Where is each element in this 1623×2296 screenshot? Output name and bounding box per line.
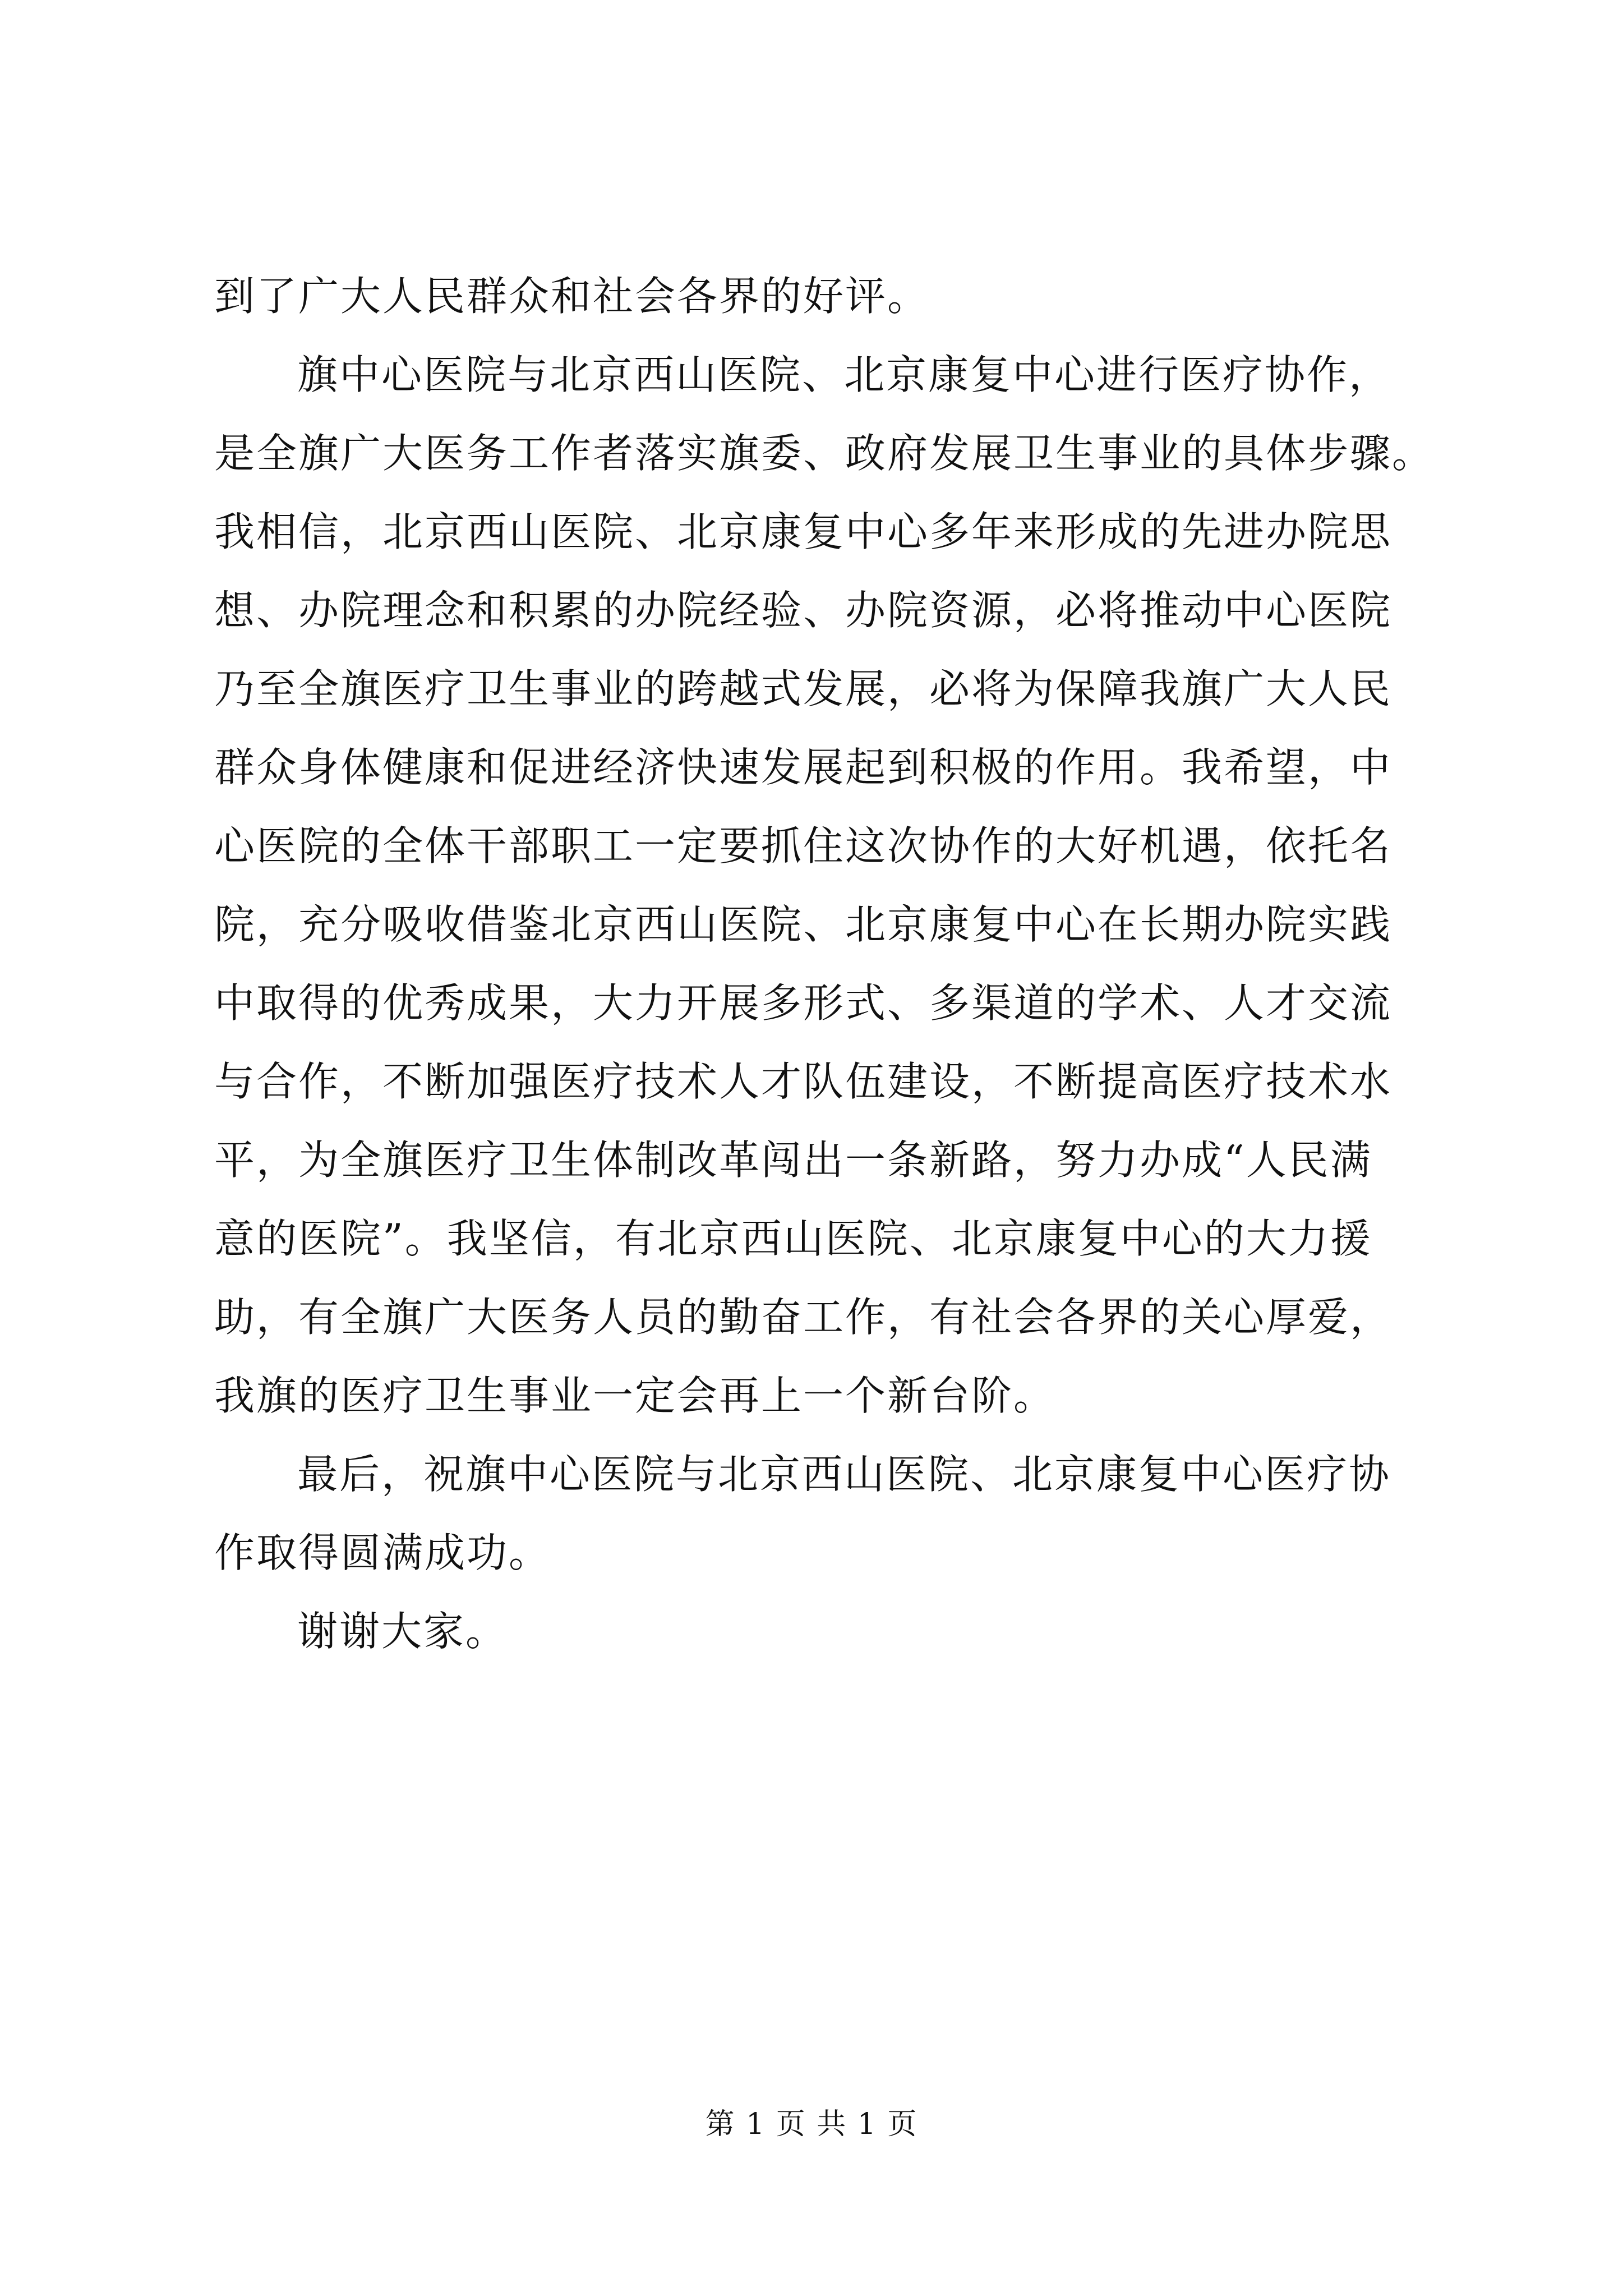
paragraph-line: 谢谢大家。 [297, 1608, 508, 1655]
paragraph-line: 我旗的医疗卫生事业一定会再上一个新台阶。 [214, 1372, 1056, 1419]
paragraph-line: 与合作，不断加强医疗技术人才队伍建设，不断提高医疗技术水 [214, 1058, 1393, 1105]
paragraph-line: 最后，祝旗中心医院与北京西山医院、北京康复中心医疗协 [297, 1451, 1391, 1498]
paragraph-line: 作取得圆满成功。 [214, 1529, 551, 1576]
paragraph-line: 心医院的全体干部职工一定要抓住这次协作的大好机遇，依托名 [214, 822, 1393, 869]
paragraph-line: 意的医院”。我坚信，有北京西山医院、北京康复中心的大力援 [214, 1215, 1372, 1262]
paragraph-line: 助，有全旗广大医务人员的勤奋工作，有社会各界的关心厚爱， [214, 1294, 1393, 1341]
paragraph-line: 乃至全旗医疗卫生事业的跨越式发展，必将为保障我旗广大人民 [214, 665, 1393, 712]
paragraph-line: 平，为全旗医疗卫生体制改革闯出一条新路，努力办成“人民满 [214, 1137, 1372, 1184]
paragraph-line: 中取得的优秀成果，大力开展多形式、多渠道的学术、人才交流 [214, 979, 1393, 1027]
paragraph-line: 是全旗广大医务工作者落实旗委、政府发展卫生事业的具体步骤。 [214, 430, 1435, 477]
paragraph-line: 想、办院理念和积累的办院经验、办院资源，必将推动中心医院 [214, 587, 1393, 634]
paragraph-line: 群众身体健康和促进经济快速发展起到积极的作用。我希望，中 [214, 744, 1393, 791]
document-body [214, 257, 1437, 1671]
page-footer: 第 1 页 共 1 页 [705, 2108, 918, 2141]
paragraph-line: 到了广大人民群众和社会各界的好评。 [214, 273, 930, 320]
paragraph-line: 旗中心医院与北京西山医院、北京康复中心进行医疗协作， [297, 351, 1391, 398]
paragraph-line: 我相信，北京西山医院、北京康复中心多年来形成的先进办院思 [214, 508, 1393, 555]
paragraph-line: 院，充分吸收借鉴北京西山医院、北京康复中心在长期办院实践 [214, 901, 1393, 948]
